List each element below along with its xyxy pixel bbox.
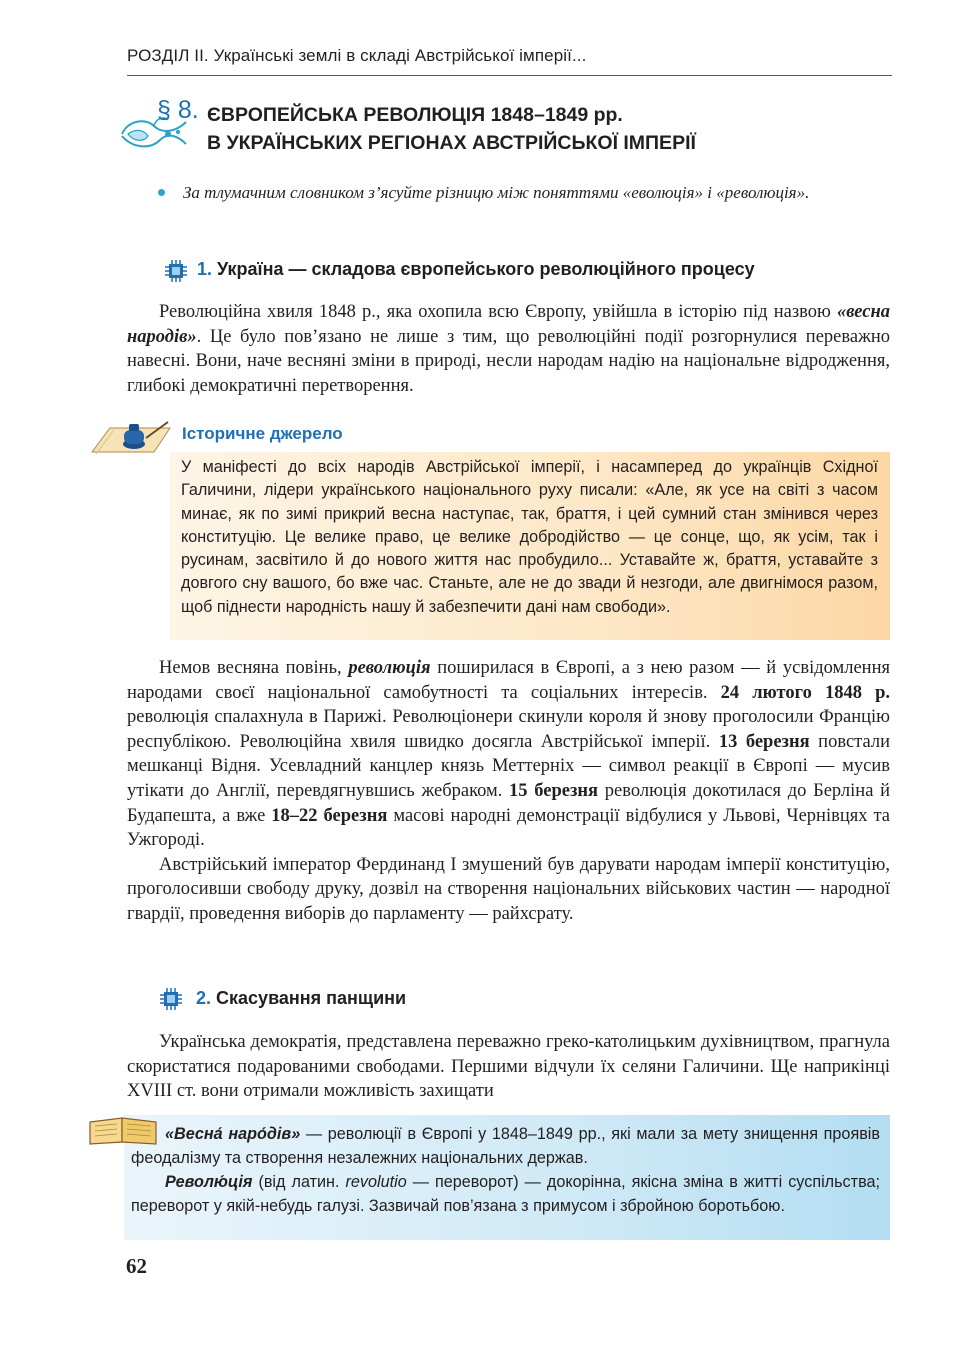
- term-vesna-narodiv: «весна народів»: [127, 302, 890, 347]
- subsection-2-heading: [196, 988, 406, 1009]
- inkwell-icon: [88, 418, 172, 460]
- page-number: 62: [126, 1254, 147, 1278]
- paragraph-2-text: революція спалахнула в Парижі. Революціонери скинули короля й знову проголосили Францію республікою. Революційна хвиля швидко досягла Австрійської імперії.: [127, 707, 890, 752]
- paragraph-3: Австрійський імператор Фердинанд I змушений був дарувати народам імперії конституцію, проголосивши свободу друку, дозвіл на створення національних військових частин — народної гвардії, проведення виборів до парламенту — райхсрату.: [127, 854, 890, 924]
- paragraph-2-text: революція докотилася до Берліна й Будапешта, а вже: [127, 780, 891, 826]
- date-15-march: 15 березня: [509, 780, 599, 801]
- paragraph-4: [127, 1030, 890, 1104]
- running-header: РОЗДІЛ II. Українські землі в складі Австрійської імперії...: [127, 46, 587, 65]
- date-24-february: 24 лютого 1848 р.: [720, 682, 890, 703]
- paragraph-2: [127, 656, 890, 927]
- microchip-icon: [165, 260, 187, 282]
- section-title-line2: В УКРАЇНСЬКИХ РЕГІОНАХ АВСТРІЙСЬКОЇ ІМПЕРІЇ: [207, 132, 696, 154]
- paragraph-2-text: поширилася в Європі, а з нею разом — й усвідомлення народами своєї національної самобутності та соціальних інтересів.: [127, 658, 890, 703]
- subsection-1-number: 1.: [197, 259, 213, 279]
- paragraph-4-text: Українська демократія, представлена переважно греко-католицьким духівництвом, прагнула скористатися подарованими свободами. Першими відчули їх селяни Галичини. Ще наприкінці XVIII ст. вони отримали можливість захищати: [127, 1032, 890, 1102]
- subsection-1-title: Україна — складова європейського революційного процесу: [217, 259, 755, 279]
- header-divider: [127, 75, 892, 76]
- microchip-icon: [160, 988, 182, 1010]
- paragraph-2-text: повстали мешканці Відня. Усевладний канцлер князь Меттерніх — символ реакції в Європі — мусив утікати до Англії, перевдягнувшись жебраком.: [127, 731, 890, 801]
- date-18-22-march: 18–22 березня: [271, 805, 388, 826]
- term-revolution: революція: [348, 658, 431, 678]
- task-text: За тлумачним словником з’ясуйте різницю між поняттями «еволюція» і «революція».: [183, 183, 810, 202]
- subsection-2-title: Скасування панщини: [216, 988, 407, 1008]
- section-number: § 8.: [157, 96, 199, 124]
- task-question: [183, 180, 893, 205]
- paragraph-1-text-b: . Це було пов’язано не лише з тим, що революційні події розгорнулися переважно навесні. Вони, наче весняні зміни в природі, несли народам надію на національне відродження, глибокі демократичні перетворення.: [127, 326, 890, 396]
- subsection-1-heading: [197, 259, 755, 280]
- glossary-term-2: Револю́ція: [165, 1173, 253, 1191]
- source-title: Історичне джерело: [182, 424, 343, 443]
- paragraph-1-text-a: Революційна хвиля 1848 р., яка охопила всю Європу, увійшла в історію під назвою: [159, 302, 837, 322]
- subsection-2-number: 2.: [196, 988, 212, 1008]
- bullet-icon: [158, 189, 165, 196]
- glossary-text: [131, 1122, 880, 1218]
- glossary-definition-1: — революції в Європі у 1848–1849 рр., які мали за мету знищення проявів феодалізму та створення незалежних національних держав.: [131, 1125, 880, 1167]
- paragraph-1: [127, 300, 890, 398]
- section-title-line1: ЄВРОПЕЙСЬКА РЕВОЛЮЦІЯ 1848–1849 рр.: [207, 104, 623, 126]
- paragraph-2-text: Немов весняна повінь,: [159, 658, 349, 678]
- section-title: [207, 101, 696, 157]
- glossary-latin-word: revolutio: [345, 1173, 407, 1191]
- date-13-march: 13 березня: [718, 731, 810, 752]
- paragraph-2-text: масові народні демонстрації відбулися у Львові, Чернівцях та Ужгороді.: [127, 805, 890, 851]
- glossary-definition-2: (від латин.: [252, 1173, 346, 1191]
- source-quote: У маніфесті до всіх народів Австрійської імперії, і насамперед до українців Східної Галичини, лідери українського національного руху писали: «Але, як усе на світі з часом минає, як по зимі прикрий весна наступає, так, браття, і цей сумний стан змінився через конституцію. Це велике право, це велике добродійство — це сонце, що, як усім, так і русинам, засвітило й до нового життя нас пробудило... Уставайте ж, браття, уставайте з довгого сну вашого, бо вже час. Станьте, але не до звади й незгоди, але двигнімося разом, щоб піднести народність нашу й забезпечити дані нам свободи».: [181, 458, 878, 616]
- glossary-term-1: «Весна́ наро́дів»: [165, 1125, 301, 1143]
- glossary-definition-2: — переворот) — докорінна, якісна зміна в житті суспільства; переворот у якій-небудь галузі. Зазвичай пов’язана з примусом і збройною боротьбою.: [131, 1173, 880, 1215]
